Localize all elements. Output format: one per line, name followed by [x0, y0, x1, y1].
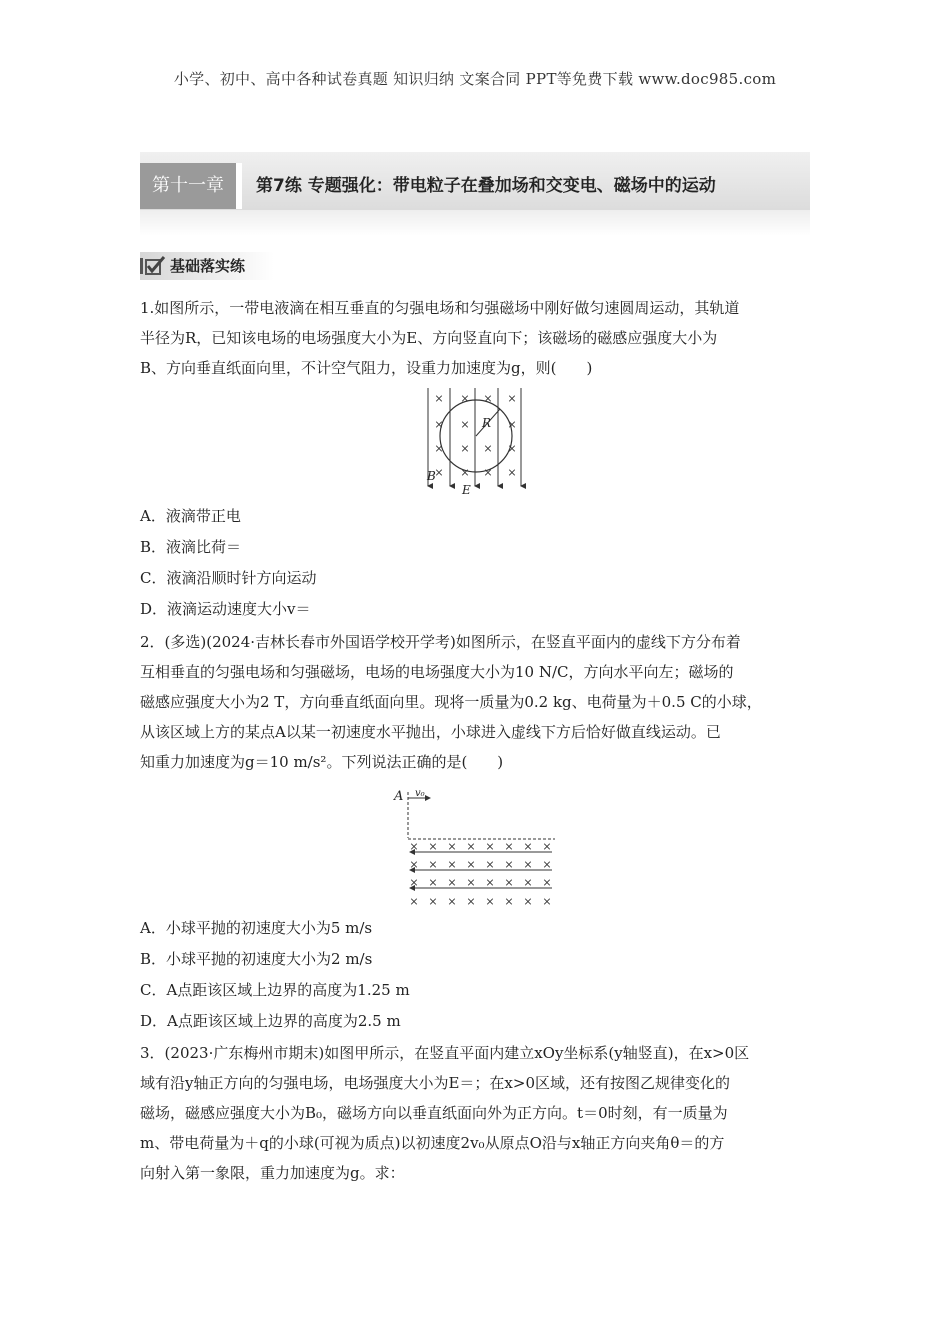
check-icon	[140, 255, 166, 277]
q3-line: 磁场，磁感应强度大小为B₀，磁场方向以垂直纸面向外为正方向。t＝0时刻，有一质量为	[140, 1104, 728, 1122]
q3-line: 向射入第一象限，重力加速度为g。求：	[140, 1164, 405, 1182]
chapter-label: 第十一章	[140, 163, 236, 209]
b-mark: ×	[460, 442, 470, 455]
v0-label: v₀	[415, 788, 425, 799]
q3-line: 3．(2023·广东梅州市期末)如图甲所示，在竖直平面内建立xOy坐标系(y轴竖直)，在x>0区	[140, 1044, 750, 1062]
b-mark: ×	[434, 392, 444, 405]
b-mark: ×	[485, 876, 495, 889]
q2-option-d: D．A点距该区域上边界的高度为2.5 m	[140, 1012, 401, 1030]
b-mark: ×	[542, 895, 552, 908]
q1-figure	[420, 386, 532, 498]
q3-line: m、带电荷量为＋q的小球(可视为质点)以初速度2v₀从原点O沿与x轴正方向夹角θ＝的方	[140, 1134, 725, 1152]
b-mark: ×	[507, 392, 517, 405]
b-mark: ×	[434, 466, 444, 479]
b-mark: ×	[460, 466, 470, 479]
point-a-label: A	[394, 789, 404, 804]
b-mark: ×	[483, 392, 493, 405]
q2-option-b: B．小球平抛的初速度大小为2 m/s	[140, 950, 373, 968]
q1-line: 半径为R，已知该电场的电场强度大小为E、方向竖直向下；该磁场的磁感应强度大小为	[140, 329, 718, 347]
site-header: 小学、初中、高中各种试卷真题 知识归纳 文案合同 PPT等免费下载 www.doc985.com	[173, 70, 777, 88]
b-mark: ×	[523, 840, 533, 853]
b-mark: ×	[447, 876, 457, 889]
q1-option-d: D．液滴运动速度大小v＝	[140, 600, 311, 618]
b-label: B	[427, 469, 436, 483]
b-mark: ×	[542, 858, 552, 871]
b-mark: ×	[485, 840, 495, 853]
b-mark: ×	[447, 895, 457, 908]
q2-option-a: A．小球平抛的初速度大小为5 m/s	[140, 919, 373, 937]
banner-divider	[236, 163, 242, 209]
q1-line: 1.如图所示，一带电液滴在相互垂直的匀强电场和匀强磁场中刚好做匀速圆周运动，其轨道	[140, 299, 740, 317]
b-mark: ×	[460, 392, 470, 405]
banner-shadow	[140, 210, 810, 236]
q2-line: 2．(多选)(2024·吉林长春市外国语学校开学考)如图所示，在竖直平面内的虚线下方分布着	[140, 633, 741, 651]
b-mark: ×	[523, 858, 533, 871]
b-mark: ×	[504, 840, 514, 853]
e-label: E	[462, 483, 471, 497]
b-mark: ×	[504, 858, 514, 871]
b-mark: ×	[523, 876, 533, 889]
b-mark: ×	[428, 858, 438, 871]
b-mark: ×	[409, 840, 419, 853]
b-mark: ×	[460, 418, 470, 431]
b-mark: ×	[409, 858, 419, 871]
b-mark: ×	[542, 876, 552, 889]
q3-line: 域有沿y轴正方向的匀强电场，电场强度大小为E＝；在x>0区域，还有按图乙规律变化的	[140, 1074, 730, 1092]
b-mark: ×	[523, 895, 533, 908]
b-mark: ×	[466, 840, 476, 853]
q2-line: 从该区域上方的某点A以某一初速度水平抛出，小球进入虚线下方后恰好做直线运动。已	[140, 723, 721, 741]
b-mark: ×	[409, 895, 419, 908]
b-mark: ×	[428, 876, 438, 889]
q2-line: 互相垂直的匀强电场和匀强磁场，电场的电场强度大小为10 N/C，方向水平向左；磁场的	[140, 663, 734, 681]
q2-line: 知重力加速度为g＝10 m/s²。下列说法正确的是( )	[140, 753, 504, 771]
b-mark: ×	[428, 895, 438, 908]
q2-option-c: C．A点距该区域上边界的高度为1.25 m	[140, 981, 410, 999]
b-mark: ×	[466, 858, 476, 871]
b-mark: ×	[447, 858, 457, 871]
b-mark: ×	[483, 466, 493, 479]
b-mark: ×	[507, 442, 517, 455]
q1-line: B、方向垂直纸面向里，不计空气阻力，设重力加速度为g，则( )	[140, 359, 593, 377]
b-mark: ×	[428, 840, 438, 853]
q2-figure	[390, 784, 560, 912]
q2-line: 磁感应强度大小为2 T，方向垂直纸面向里。现将一质量为0.2 kg、电荷量为＋0.5 C的小球，	[140, 693, 762, 711]
r-label: R	[482, 416, 492, 430]
q1-option-c: C．液滴沿顺时针方向运动	[140, 569, 317, 587]
b-mark: ×	[485, 895, 495, 908]
lesson-title: 第7练 专题强化：带电粒子在叠加场和交变电、磁场中的运动	[256, 176, 716, 196]
section-title: 基础落实练	[170, 257, 246, 275]
b-mark: ×	[542, 840, 552, 853]
b-mark: ×	[409, 876, 419, 889]
b-mark: ×	[434, 442, 444, 455]
b-mark: ×	[507, 466, 517, 479]
q1-option-a: A．液滴带正电	[140, 507, 241, 525]
b-mark: ×	[447, 840, 457, 853]
b-mark: ×	[504, 895, 514, 908]
b-mark: ×	[485, 858, 495, 871]
b-mark: ×	[483, 442, 493, 455]
b-mark: ×	[434, 418, 444, 431]
b-mark: ×	[466, 876, 476, 889]
b-mark: ×	[507, 418, 517, 431]
b-mark: ×	[504, 876, 514, 889]
b-mark: ×	[466, 895, 476, 908]
q1-option-b: B．液滴比荷＝	[140, 538, 242, 556]
